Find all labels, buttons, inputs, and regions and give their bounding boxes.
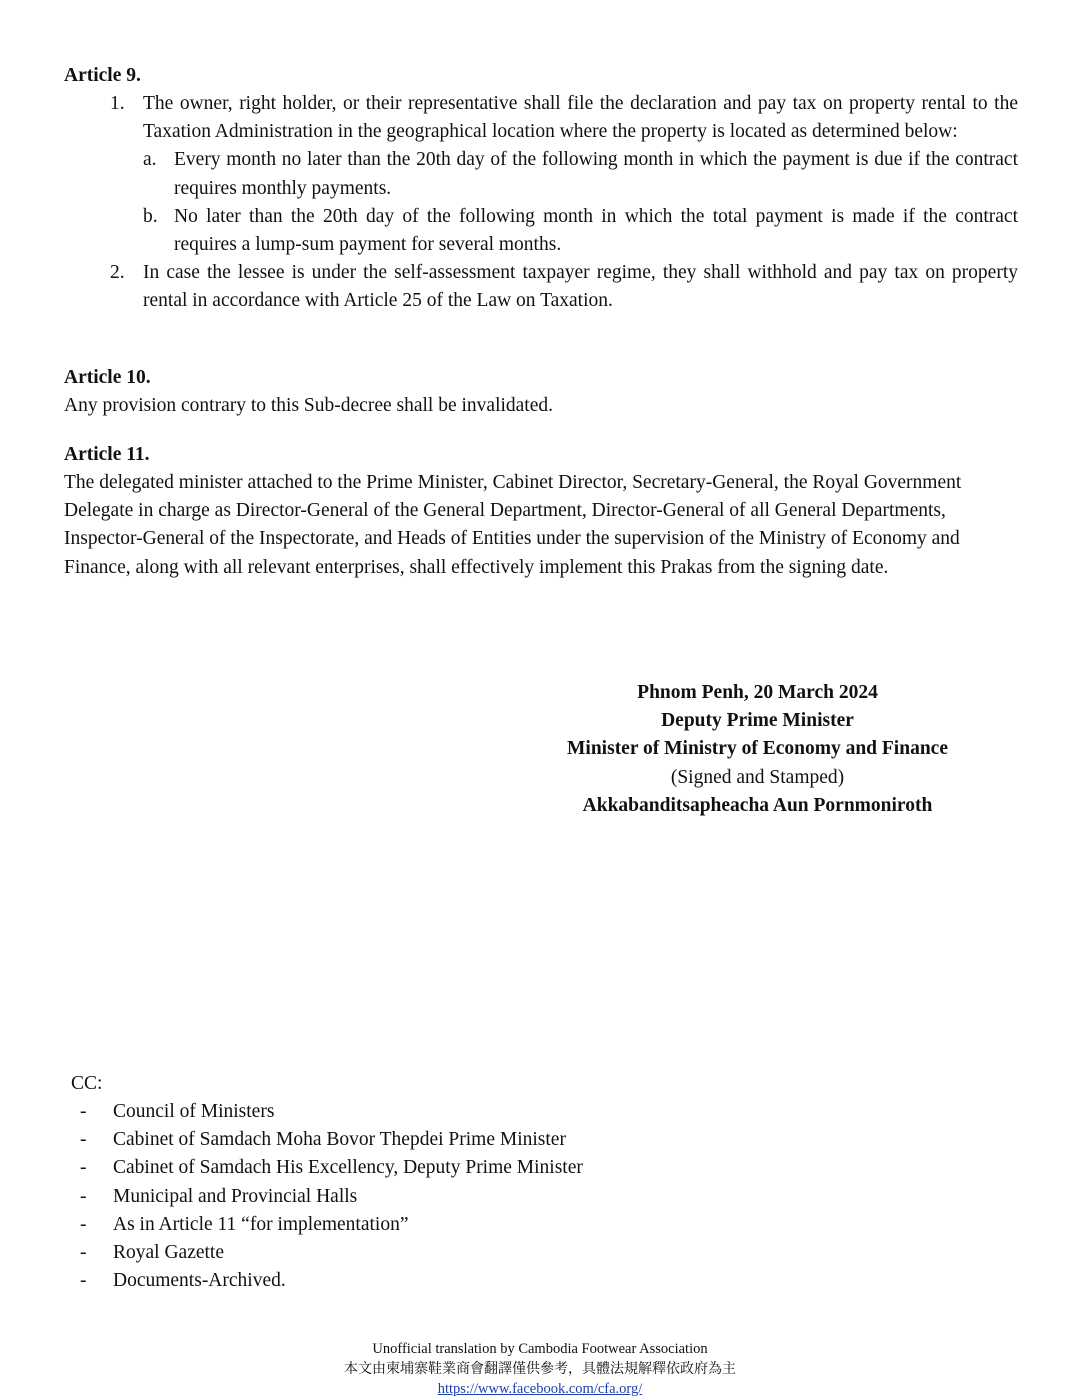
cc-item-text: Council of Ministers (113, 1101, 275, 1122)
cc-item-text: Royal Gazette (113, 1242, 224, 1264)
dash-bullet: - (80, 1185, 87, 1207)
article-10-text: Any provision contrary to this Sub-decree shall be invalidated. (64, 395, 554, 416)
cc-item (80, 1154, 583, 1182)
signature-title-1: Deputy Prime Minister (661, 710, 854, 732)
signature-title-2: Minister of Ministry of Economy and Finance (567, 738, 948, 760)
signature-block (520, 679, 995, 820)
dash-bullet: - (80, 1101, 87, 1122)
signature-note: (Signed and Stamped) (670, 766, 845, 788)
footer (0, 1339, 1080, 1399)
list-number: 1. (110, 93, 125, 114)
article-11-heading: Article 11. (64, 444, 150, 465)
cc-item-text: Cabinet of Samdach His Excellency, Deputy Prime Minister (113, 1157, 583, 1179)
footer-chinese-note: 本文由柬埔寨鞋業商會翻譯僅供參考，具體法規解釋依政府為主 (344, 1361, 736, 1377)
article-10-heading: Article 10. (64, 367, 151, 388)
dash-bullet: - (80, 1213, 87, 1235)
dash-bullet: - (80, 1270, 87, 1292)
signature-name: Akkabanditsapheacha Aun Pornmoniroth (582, 794, 933, 816)
article-9-heading: Article 9. (64, 65, 141, 86)
list-letter: b. (143, 205, 158, 227)
list-letter: a. (143, 149, 157, 171)
cc-item (80, 1126, 583, 1154)
article-9-item-2 (108, 259, 1018, 315)
cc-label: CC: (71, 1073, 103, 1094)
article-11-text: The delegated minister attached to the Prime Minister, Cabinet Director, Secretary-General, the Royal Government Delegate in charge as Director-General of the General Department, Director-General of all General Departments, Inspector-General of the Inspectorate, and Heads of Entities under the supervision of the Ministry of Economy and Finance, along with all relevant enterprises, shall effectively implement this Prakas from the signing date. (64, 472, 962, 578)
article-9-item-1 (108, 90, 1018, 259)
article-9-item-1-text: The owner, right holder, or their representative shall file the declaration and pay tax on property rental to the Taxation Administration in the geographical location where the property is located as determined below: (143, 93, 1018, 143)
cc-item-text: Documents-Archived. (113, 1270, 286, 1292)
signature-place-date: Phnom Penh, 20 March 2024 (637, 682, 878, 703)
footer-facebook-link[interactable]: https://www.facebook.com/cfa.org/ (437, 1381, 643, 1397)
cc-item (80, 1267, 583, 1295)
footer-translation-note: Unofficial translation by Cambodia Footwear Association (372, 1341, 708, 1357)
cc-item (80, 1098, 583, 1126)
article-9-subitem-a-text: Every month no later than the 20th day of the following month in which the payment is due if the contract requires monthly payments. (174, 149, 1018, 199)
dash-bullet: - (80, 1157, 87, 1179)
article-9-subitem-a (143, 146, 1018, 202)
cc-item (80, 1239, 583, 1267)
article-9-list (108, 90, 1018, 316)
article-9-sublist (143, 146, 1018, 259)
cc-item-text: As in Article 11 “for implementation” (113, 1213, 409, 1235)
list-number: 2. (110, 262, 125, 284)
cc-item-text: Municipal and Provincial Halls (113, 1185, 358, 1207)
article-9-subitem-b (143, 203, 1018, 259)
cc-list (80, 1098, 583, 1295)
cc-item (80, 1183, 583, 1211)
article-9-item-2-text: In case the lessee is under the self-assessment taxpayer regime, they shall withhold and pay tax on property rental in accordance with Article 25 of the Law on Taxation. (143, 262, 1018, 312)
cc-item-text: Cabinet of Samdach Moha Bovor Thepdei Prime Minister (113, 1129, 566, 1151)
dash-bullet: - (80, 1242, 87, 1264)
article-9-subitem-b-text: No later than the 20th day of the following month in which the total payment is made if the contract requires a lump-sum payment for several months. (174, 205, 1018, 256)
cc-item (80, 1211, 583, 1239)
dash-bullet: - (80, 1129, 87, 1151)
